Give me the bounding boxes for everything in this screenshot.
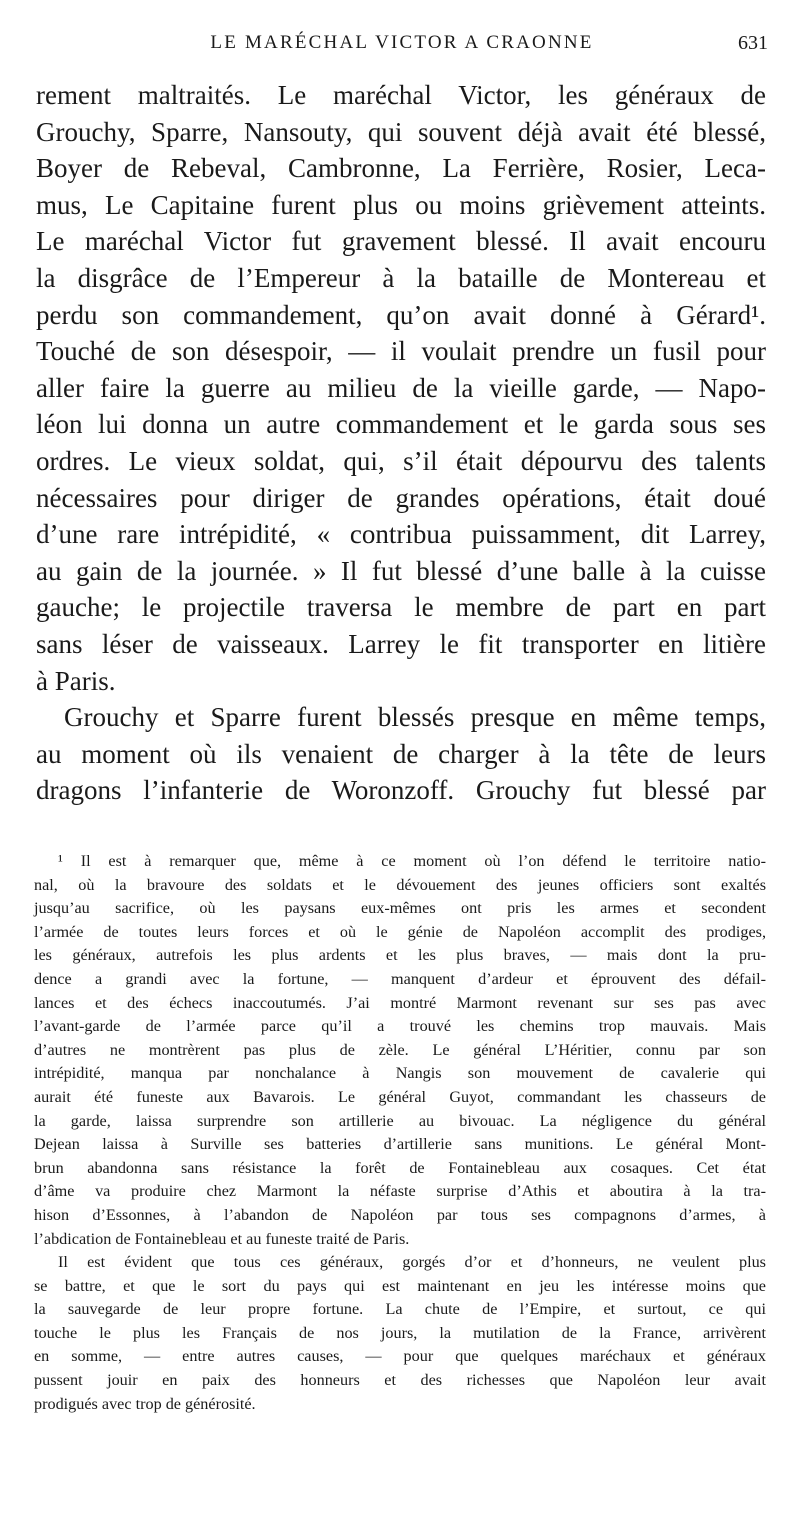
footnote-line: Il est évident que tous ces généraux, gorgés d’or et d’honneurs, ne veulent plus [58, 1253, 766, 1272]
text-line: rement maltraités. Le maréchal Victor, les généraux de [36, 80, 766, 110]
footnote-line: lances et des échecs inaccoutumés. J’ai montré Marmont revenant sur ses pas avec [34, 993, 766, 1012]
text-line: d’une rare intrépidité, « contribua puissamment, dit Larrey, [36, 519, 766, 550]
footnote-line: dence a grandi avec la fortune, — manquent d’ardeur et éprouvent des défail- [34, 969, 766, 988]
text-line: ordres. Le vieux soldat, qui, s’il était dépourvu des talents [36, 445, 766, 476]
text-line: nécessaires pour diriger de grandes opérations, était doué [36, 482, 766, 513]
text-line: perdu son commandement, qu’on avait donné à Gérard¹. [36, 299, 766, 330]
running-title: LE MARÉCHAL VICTOR A CRAONNE [210, 32, 594, 53]
footnote-line: intrépidité, manqua par nonchalance à Nangis son mouvement de cavalerie qui [34, 1064, 766, 1083]
text-line: au moment où ils venaient de charger à la tête de leurs [36, 738, 766, 769]
footnote-line: l’abdication de Fontainebleau et au funeste traité de Paris. [34, 1229, 410, 1248]
page-number: 631 [738, 32, 768, 54]
footnote-line: aurait été funeste aux Bavarois. Le général Guyot, commandant les chasseurs de [34, 1087, 766, 1106]
footnote-line: touche le plus les Français de nos jours, la mutilation de la France, arrivèrent [34, 1323, 766, 1342]
text-line: au gain de la journée. » Il fut blessé d’une balle à la cuisse [36, 555, 766, 586]
footnote-line: prodigués avec trop de générosité. [34, 1394, 256, 1413]
text-line: mus, Le Capitaine furent plus ou moins grièvement atteints. [36, 189, 766, 220]
text-line: la disgrâce de l’Empereur à la bataille de Montereau et [36, 262, 766, 293]
text-line: Boyer de Rebeval, Cambronne, La Ferrière, Rosier, Leca- [36, 153, 766, 184]
text-line: dragons l’infanterie de Woronzoff. Grouchy fut blessé par [36, 775, 766, 806]
footnote-line: d’autres ne montrèrent pas plus de zèle. Le général L’Héritier, connu par son [34, 1040, 766, 1059]
footnote-line: l’avant-garde de l’armée parce qu’il a trouvé les chemins trop mauvais. Mais [34, 1017, 766, 1036]
text-line: Le maréchal Victor fut gravement blessé. Il avait encouru [36, 226, 766, 257]
text-line: gauche; le projectile traversa le membre de part en part [36, 592, 766, 623]
paragraph-2 [36, 699, 766, 809]
footnote-line: pussent jouir en paix des honneurs et des richesses que Napoléon leur avait [34, 1371, 766, 1390]
main-text [36, 77, 766, 809]
footnote-line: brun abandonna sans résistance la forêt de Fontainebleau aux cosaques. Cet état [34, 1158, 766, 1177]
footnote-line: en somme, — entre autres causes, — pour que quelques maréchaux et généraux [34, 1347, 766, 1366]
footnote-1-continuation [34, 1251, 766, 1416]
footnote-line: la sauvegarde de leur propre fortune. La chute de l’Empire, et surtout, ce qui [34, 1300, 766, 1319]
footnote-line: les généraux, autrefois les plus ardents et les plus braves, — mais dont la pru- [34, 946, 766, 965]
text-line: Grouchy, Sparre, Nansouty, qui souvent déjà avait été blessé, [36, 116, 766, 147]
footnote-line: hison d’Essonnes, à l’abandon de Napoléon par tous ses compagnons d’armes, à [34, 1205, 766, 1224]
footnote-line: se battre, et que le sort du pays qui est maintenant en jeu les intéresse moins que [34, 1276, 766, 1295]
footnotes [34, 850, 766, 1416]
text-line: Touché de son désespoir, — il voulait prendre un fusil pour [36, 336, 766, 367]
paragraph-1 [36, 77, 766, 699]
text-line: Grouchy et Sparre furent blessés presque en même temps, [64, 702, 766, 733]
text-line: sans léser de vaisseaux. Larrey le fit transporter en litière [36, 628, 766, 659]
page-header [38, 28, 766, 62]
footnote-line: nal, où la bravoure des soldats et le dévouement des jeunes officiers sont exaltés [34, 875, 766, 894]
footnote-line: jusqu’au sacrifice, où les paysans eux-mêmes ont pris les armes et secondent [34, 899, 766, 918]
footnote-line: l’armée de toutes leurs forces et où le génie de Napoléon accomplit des prodiges, [34, 922, 766, 941]
text-line: léon lui donna un autre commandement et le garda sous ses [36, 409, 766, 440]
footnote-line: d’âme va produire chez Marmont la néfaste surprise d’Athis et aboutira à la tra- [34, 1182, 766, 1201]
footnote-line: Dejean laissa à Surville ses batteries d’artillerie sans munitions. Le général Mont- [34, 1135, 766, 1154]
text-line: aller faire la guerre au milieu de la vieille garde, — Napo- [36, 372, 766, 403]
footnote-1 [34, 850, 766, 1251]
footnote-line: la garde, laissa surprendre son artillerie au bivouac. La négligence du général [34, 1111, 766, 1130]
text-line: à Paris. [36, 665, 116, 696]
footnote-line: ¹ Il est à remarquer que, même à ce moment où l’on défend le territoire natio- [58, 852, 766, 870]
